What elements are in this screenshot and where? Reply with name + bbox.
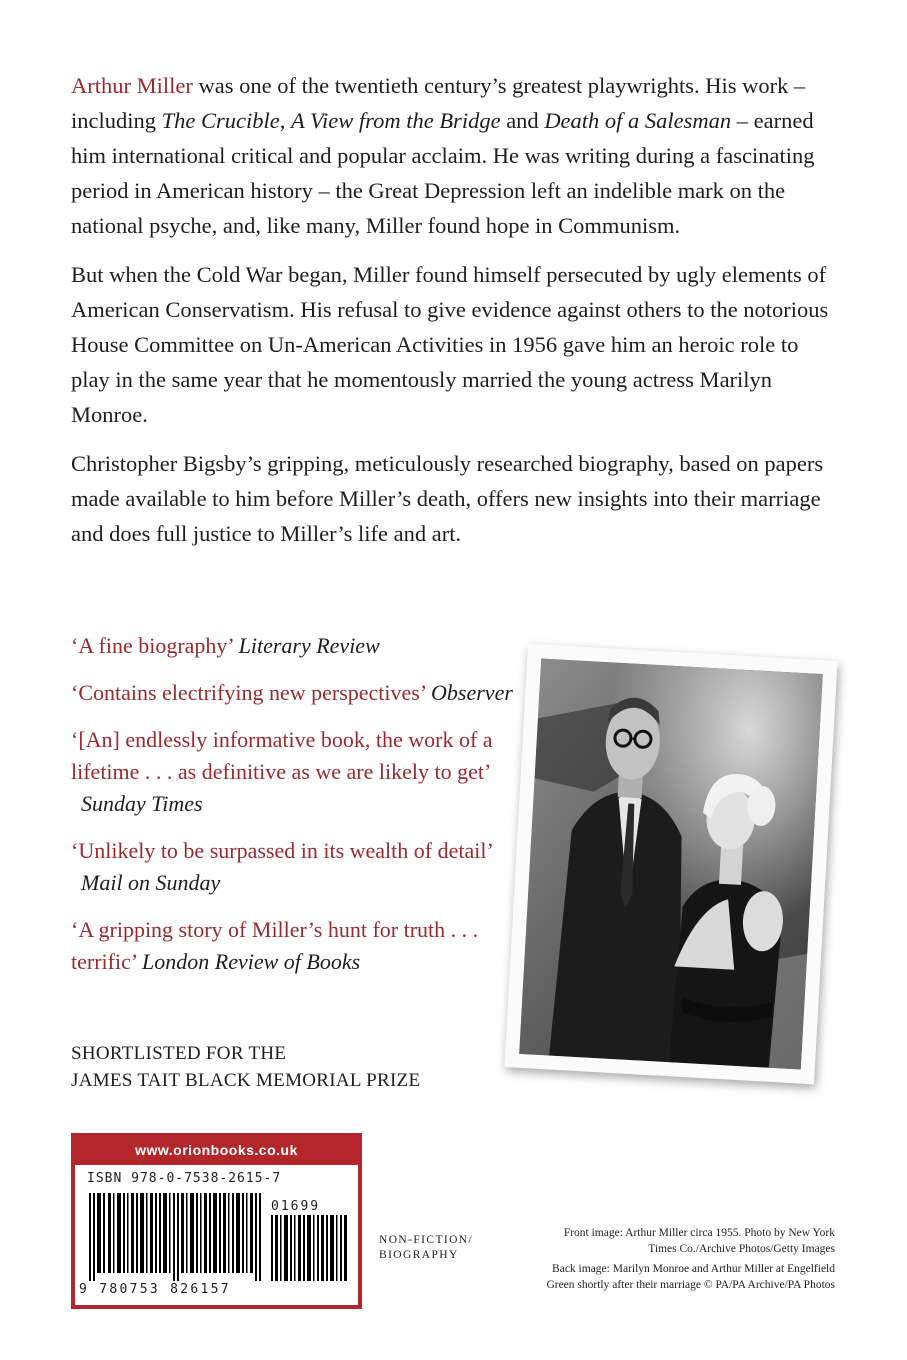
title-view-from-bridge: A View from the Bridge [291, 108, 501, 133]
title-death-of-salesman: Death of a Salesman [544, 108, 732, 133]
blurb-p1-text-c: and [500, 108, 545, 133]
front-image-credit: Front image: Arthur Miller circa 1955. Photo by New York Times Co./Archive Photos/Getty Images [563, 1227, 835, 1255]
quote-text: ‘A fine biography’ [71, 633, 234, 658]
blurb-p1-text-a: was one of the twentieth century’s greatest playwrights. His work – including [71, 73, 806, 133]
author-name: Arthur Miller [71, 73, 193, 98]
category-line-2: BIOGRAPHY [379, 1249, 459, 1261]
barcode-box [71, 1133, 362, 1309]
review-quote [71, 835, 541, 899]
quote-text: ‘Contains electrifying new perspectives’ [71, 680, 426, 705]
isbn-label: ISBN 978-0-7538-2615-7 [87, 1171, 282, 1186]
category-line-1: NON-FICTION/ [379, 1234, 474, 1246]
blurb-paragraph-2: But when the Cold War began, Miller found himself persecuted by ugly elements of American Conservatism. His refusal to give evidence against others to the notorious House Committee on Un-American Activities in 1956 gave him an heroic role to play in the same year that he momentously married the young actress Marilyn Monroe. [71, 262, 829, 427]
category-label [379, 1233, 473, 1263]
quote-source: Sunday Times [81, 791, 203, 816]
back-image-credit: Back image: Marilyn Monroe and Arthur Miller at Engelfield Green shortly after their marriage © PA/PA Archive/PA Photos [546, 1263, 835, 1291]
prize-line-1: SHORTLISTED FOR THE [71, 1043, 287, 1064]
quote-source: Literary Review [238, 633, 380, 658]
title-crucible: The Crucible [161, 108, 280, 133]
review-quote [71, 677, 541, 709]
review-quote [71, 630, 541, 662]
blurb-paragraph-1 [71, 68, 831, 243]
quote-text: ‘Unlikely to be surpassed in its wealth of detail’ [71, 838, 494, 863]
publisher-website: www.orionbooks.co.uk [75, 1137, 358, 1165]
blurb-p1-text-d: – earned him international critical and popular acclaim. He was writing during a fascinating period in American history – the Great Depression left an indelible mark on the national psyche, and, like many, Miller found hope in Communism. [71, 108, 815, 238]
barcode-icon [83, 1193, 358, 1283]
review-quote [71, 724, 541, 820]
quote-source: Observer [431, 680, 513, 705]
quote-source: Mail on Sunday [81, 870, 221, 895]
prize-line-2: JAMES TAIT BLACK MEMORIAL PRIZE [71, 1070, 421, 1091]
image-credits [545, 1226, 835, 1298]
blurb-paragraph-3: Christopher Bigsby’s gripping, meticulously researched biography, based on papers made available to him before Miller’s death, offers new insights into their marriage and does full justice to Miller’s life and art. [71, 451, 824, 546]
photo-frame [504, 644, 837, 1085]
review-quote [71, 914, 541, 978]
quote-text: ‘A gripping story of Miller’s hunt for truth . . . terrific’ [71, 917, 479, 974]
prize-notice [71, 1040, 420, 1094]
blurb [71, 68, 831, 565]
price-code: 01699 [271, 1199, 321, 1214]
review-quotes [71, 630, 541, 993]
quote-source: London Review of Books [142, 949, 361, 974]
barcode-digits: 9 780753 826157 [79, 1282, 231, 1297]
author-photo [519, 658, 823, 1069]
blurb-p1-text-b: , [279, 108, 291, 133]
quote-text: ‘[An] endlessly informative book, the work of a lifetime . . . as definitive as we are likely to get’ [71, 727, 493, 784]
photo-illustration [519, 658, 823, 1069]
